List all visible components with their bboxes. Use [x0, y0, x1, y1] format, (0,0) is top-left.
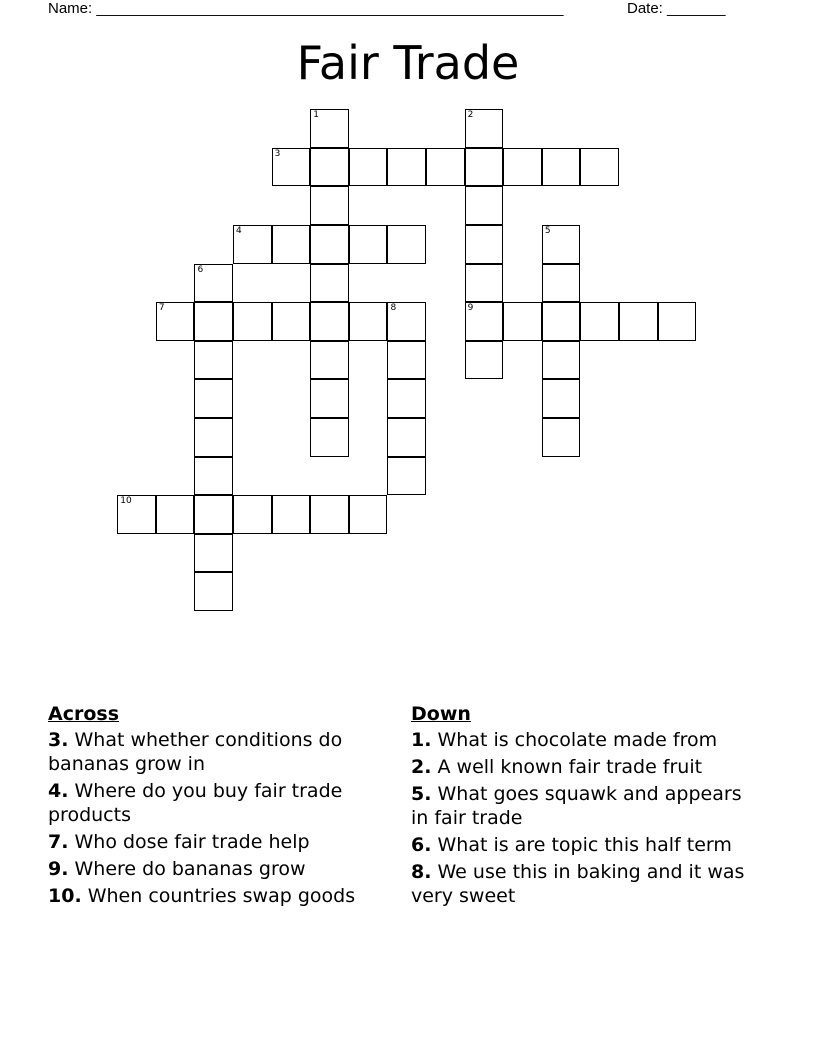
grid-cell[interactable]: [465, 148, 504, 187]
clue-text: Where do bananas grow: [74, 858, 306, 880]
clue-number: 4: [236, 226, 242, 237]
grid-cell[interactable]: [465, 225, 504, 264]
grid-cell[interactable]: [194, 418, 233, 457]
grid-cell[interactable]: [465, 109, 504, 148]
grid-cell[interactable]: [194, 572, 233, 611]
across-clues: [48, 702, 393, 911]
across-clue: [48, 884, 393, 908]
grid-cell[interactable]: [117, 495, 156, 534]
clue-num: 2.: [411, 756, 432, 778]
grid-cell[interactable]: [542, 418, 581, 457]
clue-num: 3.: [48, 729, 69, 751]
clue-num: 9.: [48, 858, 69, 880]
clue-num: 6.: [411, 834, 432, 856]
grid-cell[interactable]: [465, 264, 504, 303]
grid-cell[interactable]: [194, 457, 233, 496]
down-clue: [411, 728, 756, 752]
grid-cell[interactable]: [233, 225, 272, 264]
down-clue: [411, 860, 756, 908]
grid-cell[interactable]: [619, 302, 658, 341]
grid-cell[interactable]: [272, 495, 311, 534]
grid-cell[interactable]: [503, 302, 542, 341]
grid-cell[interactable]: [387, 148, 426, 187]
across-clue: [48, 857, 393, 881]
grid-cell[interactable]: [658, 302, 697, 341]
grid-cell[interactable]: [233, 302, 272, 341]
grid-cell[interactable]: [194, 534, 233, 573]
down-clue: [411, 833, 756, 857]
grid-cell[interactable]: [310, 186, 349, 225]
grid-cell[interactable]: [156, 495, 195, 534]
grid-cell[interactable]: [387, 302, 426, 341]
grid-cell[interactable]: [580, 148, 619, 187]
grid-cell[interactable]: [503, 148, 542, 187]
clue-number: 10: [120, 496, 132, 507]
down-heading: Down: [411, 703, 471, 725]
grid-cell[interactable]: [310, 379, 349, 418]
grid-cell[interactable]: [194, 341, 233, 380]
grid-cell[interactable]: [465, 302, 504, 341]
grid-cell[interactable]: [542, 264, 581, 303]
grid-cell[interactable]: [349, 495, 388, 534]
grid-cell[interactable]: [233, 495, 272, 534]
clue-num: 1.: [411, 729, 432, 751]
grid-cell[interactable]: [349, 302, 388, 341]
across-clue: [48, 779, 393, 827]
date-field[interactable]: Date: _______: [627, 0, 726, 17]
clue-text: What goes squawk and appears in fair trade: [411, 783, 742, 829]
clue-text: Who dose fair trade help: [74, 831, 310, 853]
clue-number: 6: [197, 264, 204, 275]
clue-num: 4.: [48, 780, 69, 802]
grid-cell[interactable]: [387, 379, 426, 418]
across-heading: Across: [48, 703, 120, 725]
grid-cell[interactable]: [542, 148, 581, 187]
grid-cell[interactable]: [542, 225, 581, 264]
grid-cell[interactable]: [272, 225, 311, 264]
clue-number: 9: [467, 303, 474, 314]
grid-cell[interactable]: [542, 302, 581, 341]
grid-cell[interactable]: [156, 302, 195, 341]
clue-text: Where do you buy fair trade products: [48, 780, 343, 826]
down-clue: [411, 755, 756, 779]
clue-text: We use this in baking and it was very sweet: [411, 861, 745, 907]
clue-number: 7: [158, 303, 165, 314]
across-clue: [48, 728, 393, 776]
grid-cell[interactable]: [310, 418, 349, 457]
grid-cell[interactable]: [349, 148, 388, 187]
grid-cell[interactable]: [272, 148, 311, 187]
grid-cell[interactable]: [542, 341, 581, 380]
grid-cell[interactable]: [310, 109, 349, 148]
across-clue: [48, 830, 393, 854]
page-title: Fair Trade: [296, 36, 520, 90]
grid-cell[interactable]: [387, 225, 426, 264]
name-field[interactable]: Name: ________________________________________________________: [48, 0, 564, 17]
clue-number: 1: [313, 110, 319, 121]
down-clues: [411, 702, 756, 911]
grid-cell[interactable]: [465, 186, 504, 225]
clue-num: 7.: [48, 831, 69, 853]
grid-cell[interactable]: [194, 302, 233, 341]
clue-text: When countries swap goods: [87, 885, 356, 907]
grid-cell[interactable]: [387, 457, 426, 496]
grid-cell[interactable]: [272, 302, 311, 341]
clue-num: 8.: [411, 861, 432, 883]
clue-number: 5: [544, 226, 551, 237]
grid-cell[interactable]: [465, 341, 504, 380]
grid-cell[interactable]: [387, 418, 426, 457]
grid-cell[interactable]: [310, 495, 349, 534]
grid-cell[interactable]: [310, 264, 349, 303]
grid-cell[interactable]: [426, 148, 465, 187]
grid-cell[interactable]: [580, 302, 619, 341]
grid-cell[interactable]: [194, 379, 233, 418]
grid-cell[interactable]: [194, 264, 233, 303]
grid-cell[interactable]: [310, 148, 349, 187]
down-clue: [411, 782, 756, 830]
grid-cell[interactable]: [194, 495, 233, 534]
clue-number: 3: [274, 148, 281, 159]
grid-cell[interactable]: [310, 302, 349, 341]
clue-text: What is are topic this half term: [437, 834, 732, 856]
clue-text: A well known fair trade fruit: [437, 756, 703, 778]
clue-num: 5.: [411, 783, 432, 805]
grid-cell[interactable]: [387, 341, 426, 380]
grid-cell[interactable]: [310, 225, 349, 264]
clue-text: What whether conditions do bananas grow in: [48, 729, 343, 775]
grid-cell[interactable]: [542, 379, 581, 418]
grid-cell[interactable]: [349, 225, 388, 264]
clue-text: What is chocolate made from: [437, 729, 718, 751]
clue-number: 8: [390, 303, 397, 314]
clue-number: 2: [467, 110, 474, 121]
grid-cell[interactable]: [310, 341, 349, 380]
clue-num: 10.: [48, 885, 82, 907]
